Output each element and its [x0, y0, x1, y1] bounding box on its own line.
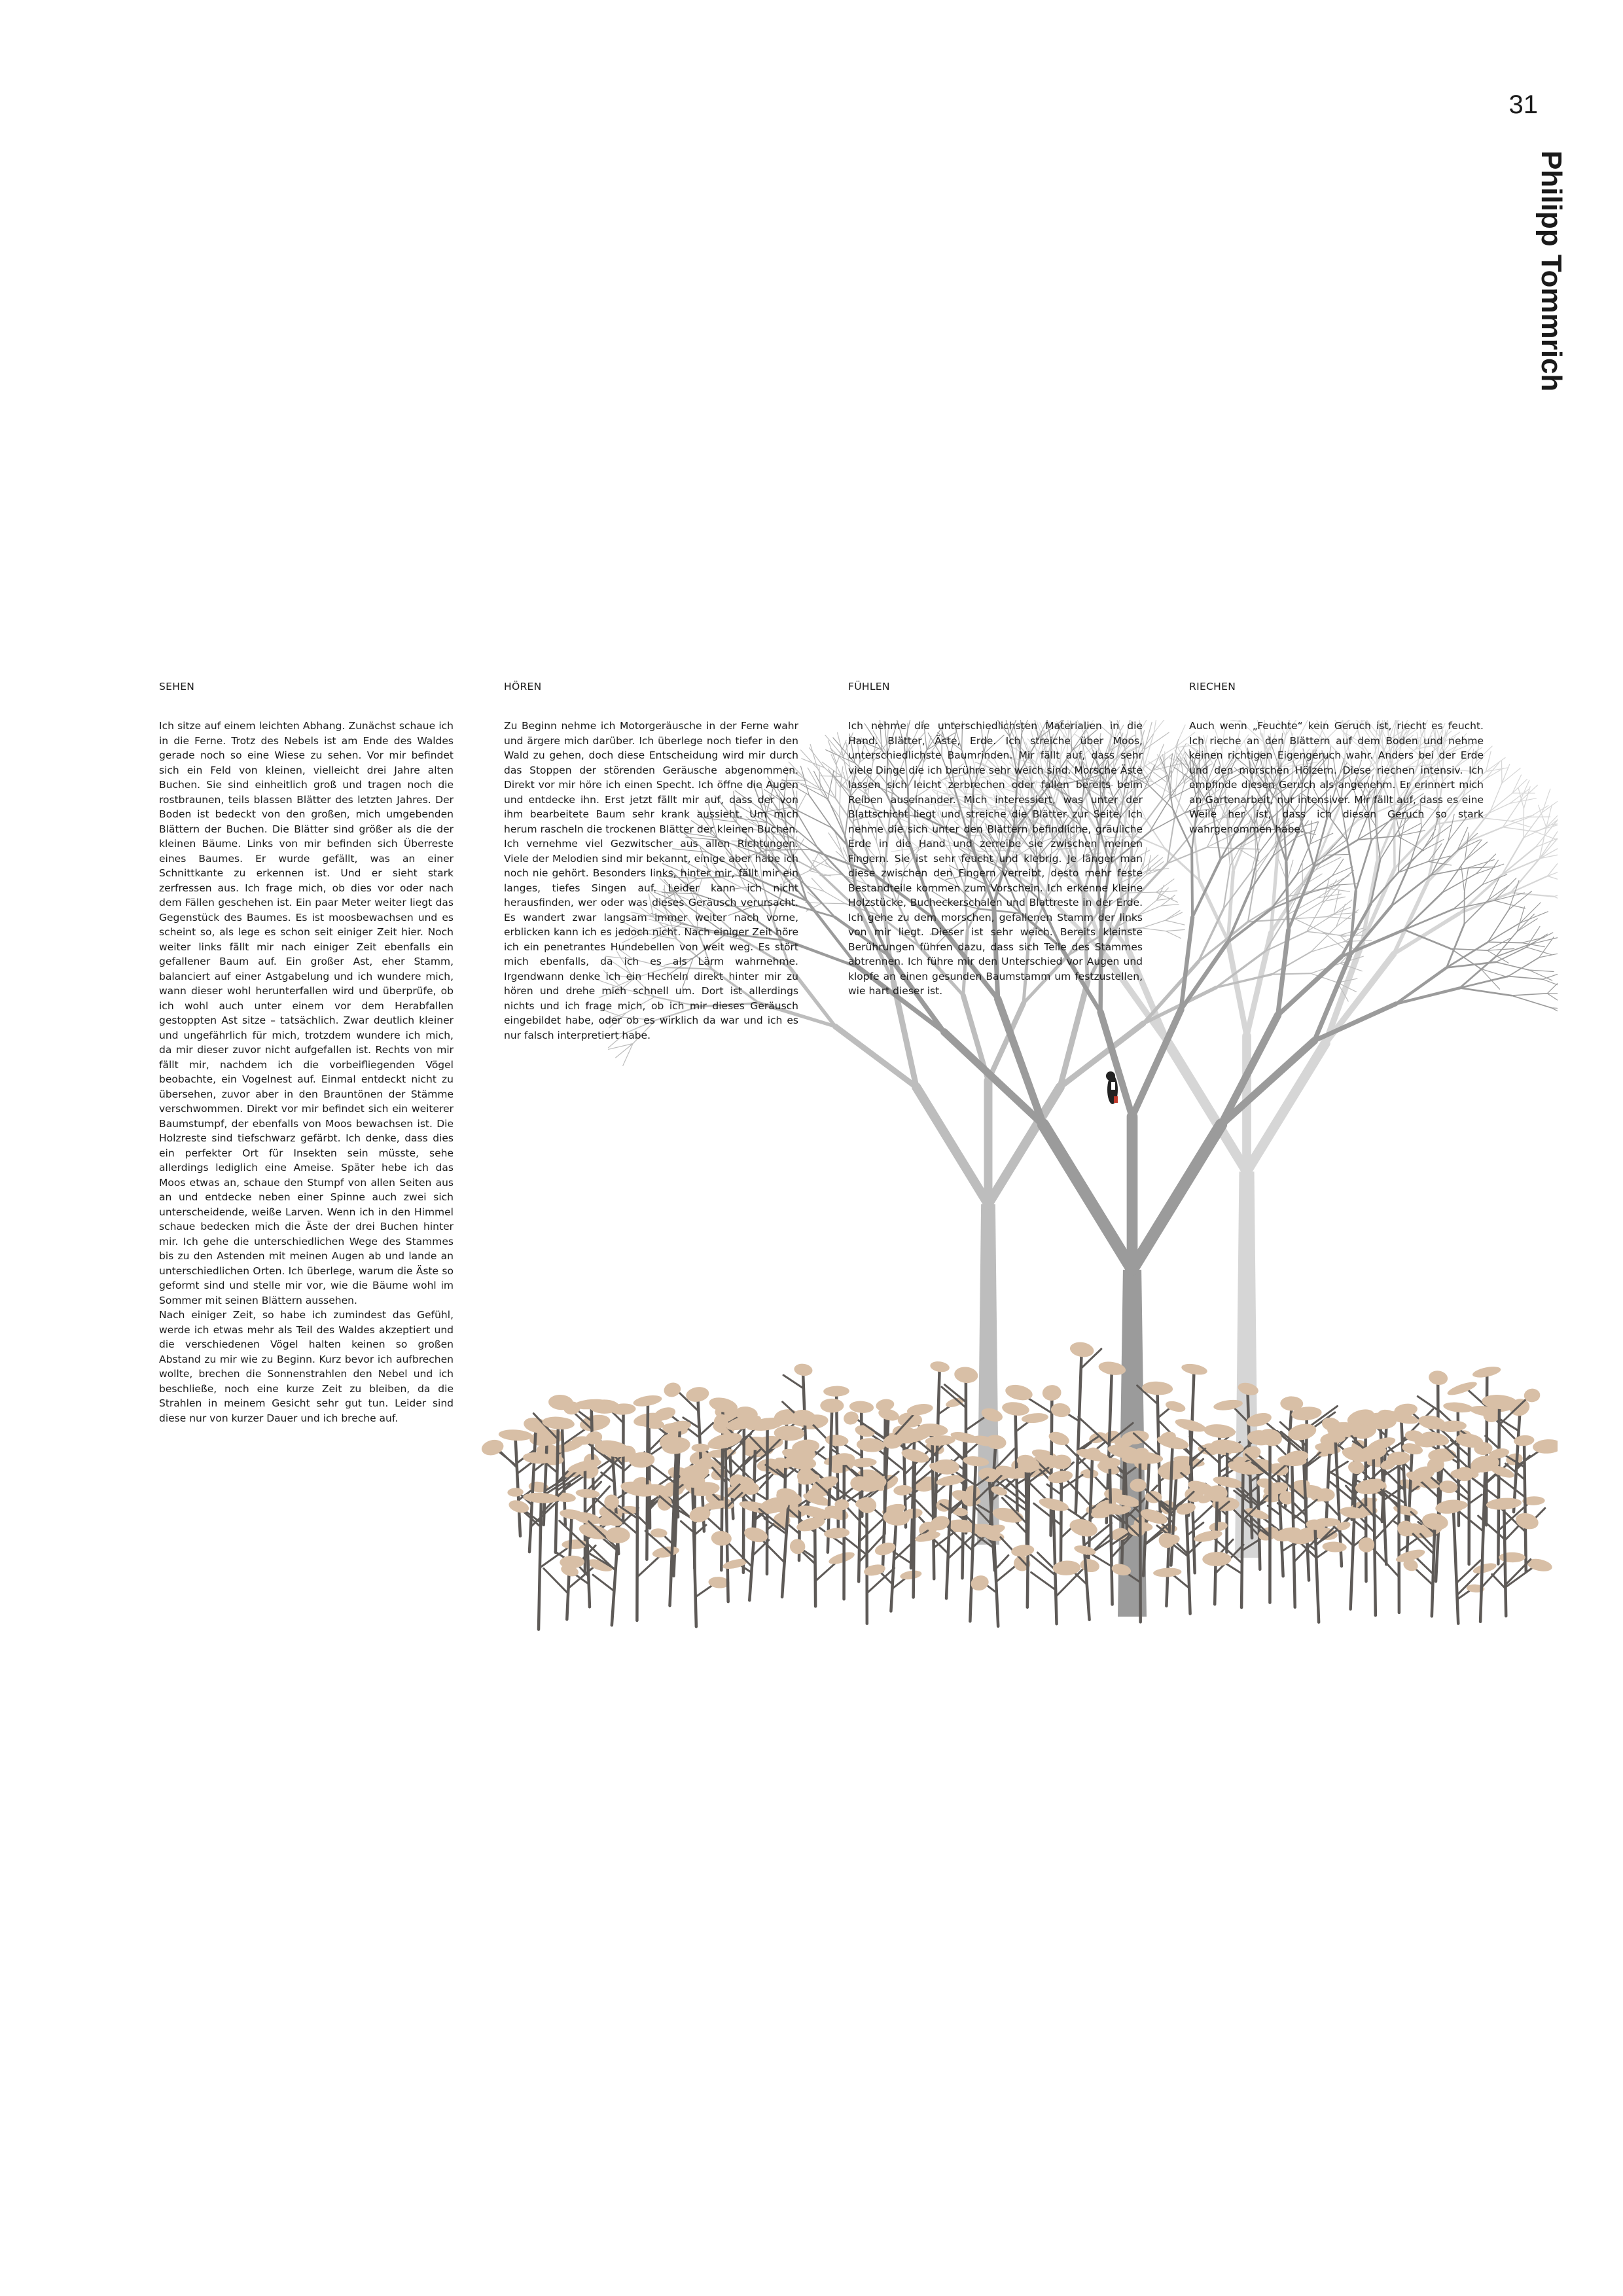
shrub-leaf	[954, 1365, 979, 1384]
shrub-leaf	[692, 1444, 709, 1452]
shrub-branch	[633, 1511, 647, 1525]
shrub-leaf	[1069, 1340, 1095, 1359]
shrub-leaf	[1181, 1362, 1208, 1376]
paragraph: Ich nehme die unterschiedlichsten Materialien in die Hand. Blätter, Äste, Erde. Ich streiche über Moos, unterschiedlichste Baumrinden. Mir fällt auf, dass sehr viele Dinge die ich berühre sehr weich sind. Morsche Äste lassen sich leicht zerbrechen oder fallen bereits beim Reiben auseinander. Mich interessiert, was unter der Blattschicht liegt und streiche die Blätter zur Seite. Ich nehme die sich unter den Blättern befindliche, gräuliche Erde in die Hand und zerreibe sie zwischen meinen Fingern. Sie ist sehr feucht und klebrig. Je länger man diese zwischen den Fingern verreibt, desto mehr feste Bestandteile kommen zum Vorschein. Ich erkenne kleine Holzstücke, Bucheckerschalen und Blattreste in der Erde. Ich gehe zu dem morschen, gefallenen Stamm der links von mir liegt. Dieser ist sehr weich. Bereits kleinste Berührungen führen dazu, dass sich Teile des Stammes abtrennen. Ich führe mir den Unterschied vor Augen und klopfe an einen gesunden Baumstamm um festzustellen, wie hart dieser ist.	[848, 720, 1143, 997]
column-sehen	[159, 681, 454, 1426]
shrub-leaf	[1358, 1537, 1376, 1554]
shrub-stem	[891, 1520, 896, 1611]
shrub-stem	[1504, 1506, 1506, 1616]
shrub-stem	[647, 1403, 648, 1559]
woodpecker-patch	[1111, 1082, 1115, 1090]
shrub-branch	[783, 1375, 804, 1388]
shrub-branch	[1469, 1495, 1482, 1504]
shrub-branch	[1418, 1396, 1438, 1410]
shrub-branch	[700, 1423, 713, 1435]
woodpecker-red-patch	[1114, 1096, 1118, 1103]
shrub-stem	[1016, 1410, 1018, 1522]
paragraph: Auch wenn „Feuchte“ kein Geruch ist, riecht es feucht. Ich rieche an den Blättern auf dem Boden und nehme keinen richtigen Eigengeruch wahr. Anders bei der Erde und den morschen Hölzern. Diese riechen intensiv. Ich empfinde diesen Geruch als angenehm. Er erinnert mich an Gartenarbeit, nur intensiver. Mir fällt auf, dass es eine Weile her ist, dass ich diesen Geruch so stark wahrgenommen habe.	[1189, 720, 1484, 835]
shrub-stem	[1480, 1466, 1486, 1622]
shrub-branch	[1492, 1574, 1506, 1588]
shrub-stem	[1315, 1527, 1319, 1623]
paragraph: Ich sitze auf einem leichten Abhang. Zunächst schaue ich in die Ferne. Trotz des Nebels ist am Ende des Waldes gerade noch so eine Wiese zu sehen. Vor mir befindet sich ein Feld von kleinen, vielleicht drei Jahre alten Buchen. Sie sind einheitlich groß und tragen noch die rostbraunen, teils blassen Blätter des letzten Jahres. Der Boden ist bedeckt von den großen, mich umgebenden Blättern der Buchen. Die Blätter sind größer als die der kleinen Bäume. Links von mir befinden sich Überreste eines Baumes. Er wurde gefällt, was an einer Schnittkante zu erkennen ist. Und er sieht stark zerfressen aus. Ich frage mich, ob dies vor oder nach dem Fällen geschehen ist. Ein paar Meter weiter liegt das Gegenstück des Baumes. Es ist moosbewachsen und es scheint so, als lege es schon seit einiger Zeit hier. Noch weiter links fällt mir nach einiger Zeit ebenfalls ein gefallener Baum auf. Ein großer Ast, eher Stamm, balanciert auf einer Astgabelung und ich wundere mich, wann dieser wohl herunterfallen wird und überprüfe, ob ich wohl auch unter einem vor dem Herabfallen gestoppten Ast sitze – tatsächlich. Zwar deutlich kleiner und ungefährlich für mich, trotzdem wundere ich mich, da mir dieser zuvor nicht aufgefallen ist. Rechts von mir fällt mir, nachdem ich die vorbeifliegenden Vögel beobachte, ein Vogelnest auf. Einmal entdeckt nicht zu übersehen, zuvor aber in den Brauntönen der Stämme verschwommen. Direkt vor mir befindet sich ein weiterer Baumstumpf, der ebenfalls von Moos bewachsen ist. Die Holzreste sind tiefschwarz gefärbt. Ich denke, dass dies ein perfekter Ort für Insekten sein müsste, sehe allerdings lediglich eine Ameise. Später hebe ich das Moos etwas an, schaue den Stumpf von allen Seiten aus an und entdecke neben einer Spinne auch zwei sich unterscheidende, weiße Larven. Wenn ich in den Himmel schaue bedecken mich die Äste der drei Buchen hinter mir. Ich gehe die unterschiedlichen Wege des Stammes bis zu den Astenden mit meinen Augen ab und lande an unterschiedlichen Orten. Ich überlege, warum die Äste so geformt sind und stelle mir vor, wie die Bäume wohl im Sommer mit seinen Blättern aussehen.	[159, 720, 454, 1306]
shrub-stem	[1110, 1465, 1113, 1604]
woodpecker-head	[1106, 1071, 1115, 1081]
shrub-branch	[637, 1554, 662, 1577]
shrub-leaf	[1042, 1384, 1062, 1401]
shrub-stem	[1186, 1511, 1190, 1613]
shrub-leaf	[1001, 1401, 1030, 1417]
shrub-leaf	[743, 1525, 770, 1545]
paragraph: Nach einiger Zeit, so habe ich zumindest das Gefühl, werde ich etwas mehr als Teil des Waldes akzeptiert und die verschiedenen Vögel halten keinen so großen Abstand zu mir wie zu Beginn. Kurz bevor ich aufbrechen wollte, brechen die Sonnenstrahlen den Nebel und ich beschließe, noch eine kurze Zeit zu bleiben, da die Strahlen in meinem Gesicht sehr gut tun. Leider sind diese nur von kurzer Dauer und ich breche auf.	[159, 1309, 454, 1424]
shrub-branch	[1193, 1505, 1213, 1524]
page-number: 31	[1508, 90, 1538, 119]
shrub	[1395, 1511, 1450, 1616]
column-text	[504, 719, 798, 1043]
shrub-branch	[1187, 1522, 1203, 1535]
shrub-branch	[1094, 1475, 1108, 1490]
column-heading: SEHEN	[159, 681, 195, 692]
shrub-leaf	[1079, 1558, 1101, 1573]
shrub-leaf	[572, 1436, 593, 1444]
column-heading: FÜHLEN	[848, 681, 890, 692]
shrub	[863, 1509, 938, 1611]
shrub-branch	[593, 1575, 614, 1591]
shrub-stem	[933, 1432, 935, 1579]
shrub-leaf	[662, 1381, 683, 1399]
column-text	[1189, 719, 1484, 836]
young-beech-shrubs	[480, 1340, 1558, 1629]
shrub-leaf	[1204, 1423, 1236, 1439]
shrub-leaf	[1442, 1401, 1473, 1414]
shrub-stem	[1498, 1404, 1499, 1564]
shrub-stem	[516, 1437, 520, 1536]
shrub-stem	[556, 1425, 558, 1552]
shrub-leaf	[1486, 1497, 1522, 1511]
shrub-branch	[1374, 1511, 1401, 1539]
shrub-branch	[1497, 1476, 1525, 1498]
shrub-leaf	[823, 1386, 849, 1397]
shrub-stem	[1027, 1467, 1029, 1607]
column-riechen	[1189, 681, 1484, 836]
shrub-leaf	[793, 1363, 813, 1377]
paragraph: Zu Beginn nehme ich Motorgeräusche in der Ferne wahr und ärgere mich darüber. Ich überlege noch tiefer in den Wald zu gehen, doch diese Entscheidung wird mir durch das Stoppen der störenden Geräusche abgenommen. Direkt vor mir höre ich einen Specht. Ich öffne die Augen und entdecke ihn. Erst jetzt fällt mir auf, dass der von ihm bearbeitete Baum sehr krank aussieht. Um mich herum rascheln die trockenen Blätter der kleinen Buchen. Ich vernehme viel Gezwitscher aus allen Richtungen. Viele der Melodien sind mir bekannt, einige aber habe ich noch nie gehört. Besonders links, hinter mir, fällt mir ein langes, tiefes Singen auf. Leider kann ich nicht herausfinden, wer oder was dieses Geräusch verursacht. Es wandert zwar langsam immer weiter nach vorne, erblicken kann ich es jedoch nicht. Nach einiger Zeit höre ich ein penetrantes Hundebellen von weit weg. Es stört mich ebenfalls, da ich es als Lärm wahrnehme. Irgendwann denke ich ein Hecheln direkt hinter mir zu hören und drehe mich schnell um. Dort ist allerdings nichts und ich frage mich, ob ich mir dieses Geräusch eingebildet habe, oder ob es wirklich da war und ich es nur falsch interpretiert habe.	[504, 720, 798, 1041]
shrub	[1435, 1454, 1525, 1622]
shrub-leaf	[1428, 1369, 1449, 1386]
shrub-leaf	[1455, 1467, 1473, 1481]
shrub	[969, 1530, 1032, 1626]
shrub-leaf	[1153, 1568, 1182, 1578]
shrub-leaf	[1314, 1518, 1340, 1526]
shrub-stem	[725, 1443, 728, 1602]
woodpecker-icon	[1106, 1071, 1118, 1104]
column-heading: HÖREN	[504, 681, 542, 692]
column-text	[159, 719, 454, 1426]
shrub-stem	[1432, 1524, 1435, 1617]
shrub-stem	[914, 1458, 915, 1597]
shrub-leaf	[1499, 1552, 1525, 1563]
shrub-leaf	[820, 1399, 844, 1413]
shrub-branch	[995, 1555, 1008, 1569]
shrub-leaf	[827, 1550, 856, 1567]
column-text	[848, 719, 1143, 999]
shrub-leaf	[1474, 1442, 1492, 1455]
shrub	[1277, 1422, 1341, 1581]
column-hoeren	[504, 681, 798, 1043]
shrub-leaf	[1164, 1399, 1186, 1414]
shrub-branch	[1047, 1484, 1061, 1495]
author-name: Philipp Tommrich	[1535, 151, 1567, 392]
shrub-stem	[1374, 1454, 1376, 1615]
shrub-branch	[1031, 1572, 1056, 1590]
shrub-leaf	[929, 1360, 950, 1373]
shrub-stem	[1076, 1352, 1082, 1513]
column-heading: RIECHEN	[1189, 681, 1236, 692]
shrub-stem	[1524, 1443, 1526, 1572]
shrub-leaf	[498, 1429, 533, 1442]
shrub-stem	[1241, 1469, 1243, 1607]
column-fuehlen	[848, 681, 1143, 999]
shrub-leaf	[575, 1488, 600, 1499]
